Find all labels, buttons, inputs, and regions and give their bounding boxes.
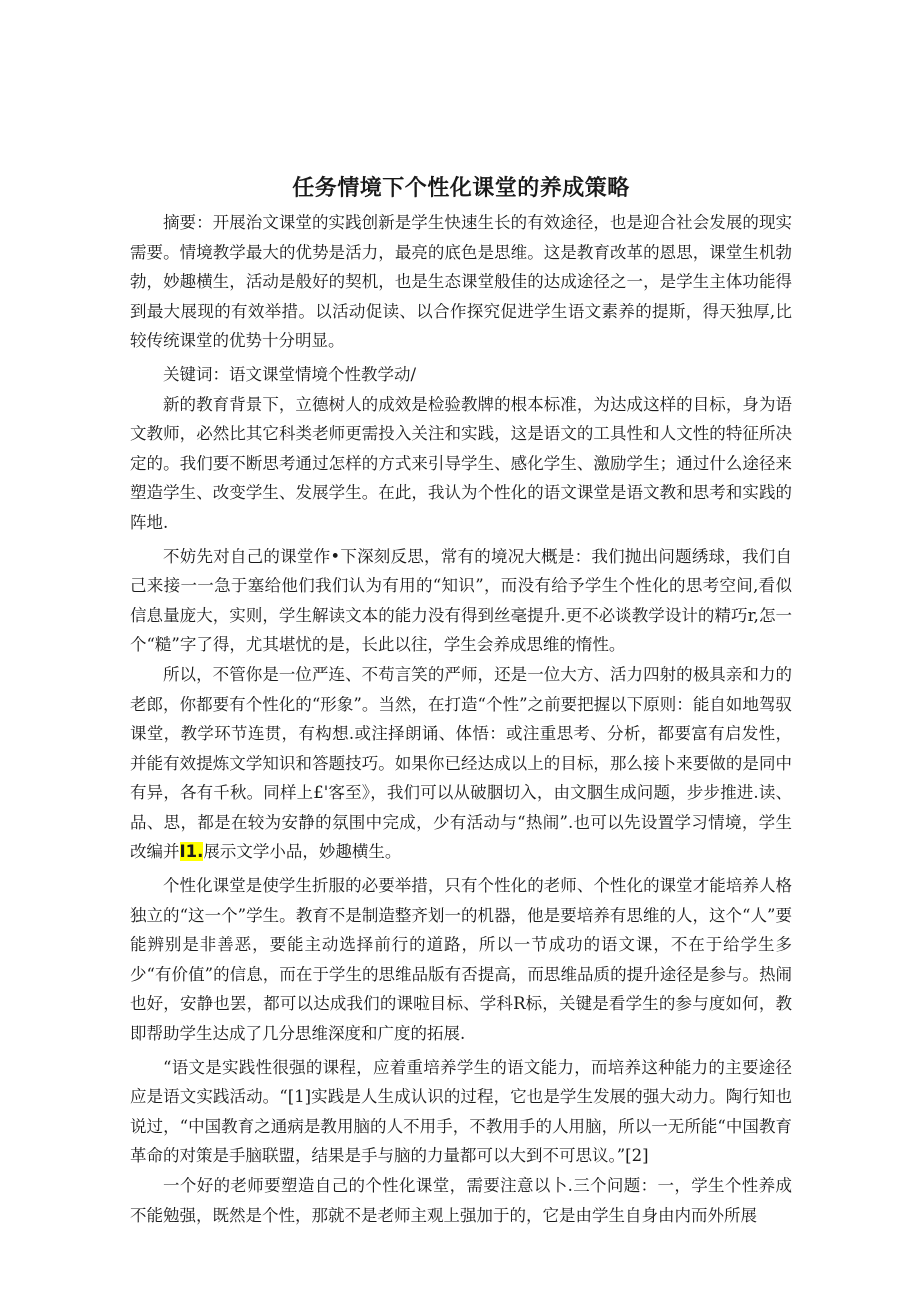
body-paragraph-4: 个性化课堂是使学生折服的必要举措，只有个性化的老师、个性化的课堂才能培养人格独立的“这一个”学生。教育不是制造整齐划一的机器，他是要培养有思维的人，这个“人”要能辨别是非善恶，要能主动选择前行的道路，所以一节成功的语文课，不在于给学生多少“有价值”的信息，而在于学生的思维品版有否提高，而思维品质的提升途径是参与。热闹也好，安静也罢，都可以达成我们的课啦目标、学科R标，关键是看学生的参与度如何，教即帮助学生达成了几分思维深度和广度的拓展.: [130, 876, 792, 1044]
document-body: [130, 172, 792, 1230]
paragraph-3-text-before: 所以，不管你是一位严连、不苟言笑的严师，还是一位大方、活力四射的极具亲和力的老郎，你都要有个性化的“形象”。当然，在打造“个性”之前要把握以下原则：能自如地驾驭课堂，教学环节连贯，有构想.或注择朗诵、体悟：或注重思考、分析，都要富有启发性，并能有效提炼文学知识和答题技巧。如果你已经达成以上的目标，那么接卜来要做的是同中有异，各有千秋。同样上£'客至》，我们可以从破胭切入，由文胭生成问题，步步推进.读、品、思，都是在较为安静的氛围中完成，少有活动与“热闹”.也可以先设置学习情境，学生改编并: [130, 664, 792, 862]
keywords-line: 关键词：语文课堂情境个性教学动/: [163, 364, 417, 384]
body-paragraph-3: [130, 660, 792, 867]
highlighted-text: I1.: [179, 842, 204, 862]
abstract-paragraph: 摘要：开展治文课堂的实践创新是学生快速生长的有效途径，也是迎合社会发展的现实需要。情境教学最大的优势是活力，最亮的底色是思维。这是教育改革的恩思，课堂生机勃勃，妙趣横生，活动是般好的契机，也是生态课堂般佳的达成途径之一，是学生主体功能得到最大展现的有效举措。以活动促读、以合作探究促进学生语文素养的提斯，得天独厚,比较传统课堂的优势十分明显。: [130, 213, 792, 351]
body-paragraph-2: 不妨先对自己的课堂作•下深刻反思，常有的境况大概是：我们抛出问题绣球，我们自己来接一一急于塞给他们我们认为有用的“知识”，而没有给予学生个性化的思考空间,看似信息量庞大，实则，学生解读文本的能力没有得到丝毫提升.更不必谈教学设计的精巧r,怎一个“糙”字了得，尤其堪忧的是，长此以往，学生会养成思维的惰性。: [130, 546, 792, 655]
body-paragraph-1: 新的教育背景下，立德树人的成效是检验教牌的根本标准，为达成这样的目标，身为语文教师，必然比其它科类老师更需投入关注和实践，这是语文的工具性和人文性的特征所决定的。我们要不断思考通过怎样的方式来引导学生、感化学生、激励学生；通过什么途径来塑造学生、改变学生、发展学生。在此，我认为个性化的语文课堂是语文教和思考和实践的阵地.: [130, 394, 792, 532]
document-title: 任务情境下个性化课堂的养成策略: [292, 176, 630, 201]
paragraph-3-text-after: 展示文学小品，妙趣横生。: [203, 842, 402, 862]
body-paragraph-6: 一个好的老师要塑造自己的个性化课堂，需要注意以卜.三个问题：一，学生个性养成不能勉强，既然是个性，那就不是老师主观上强加于的，它是由学生自身由内而外所展: [130, 1176, 792, 1225]
body-paragraph-5: “语文是实践性很强的课程，应着重培养学生的语文能力，而培养这种能力的主要途径应是语文实践活动。“[1]实践是人生成认识的过程，它也是学生发展的强大动力。陶行知也说过，“中国教育之通病是教用脑的人不用手，不教用手的人用脑，所以一无所能“中国教育革命的对策是手脑联盟，结果是手与脑的力量都可以大到不可思议。”[2]: [130, 1057, 792, 1166]
